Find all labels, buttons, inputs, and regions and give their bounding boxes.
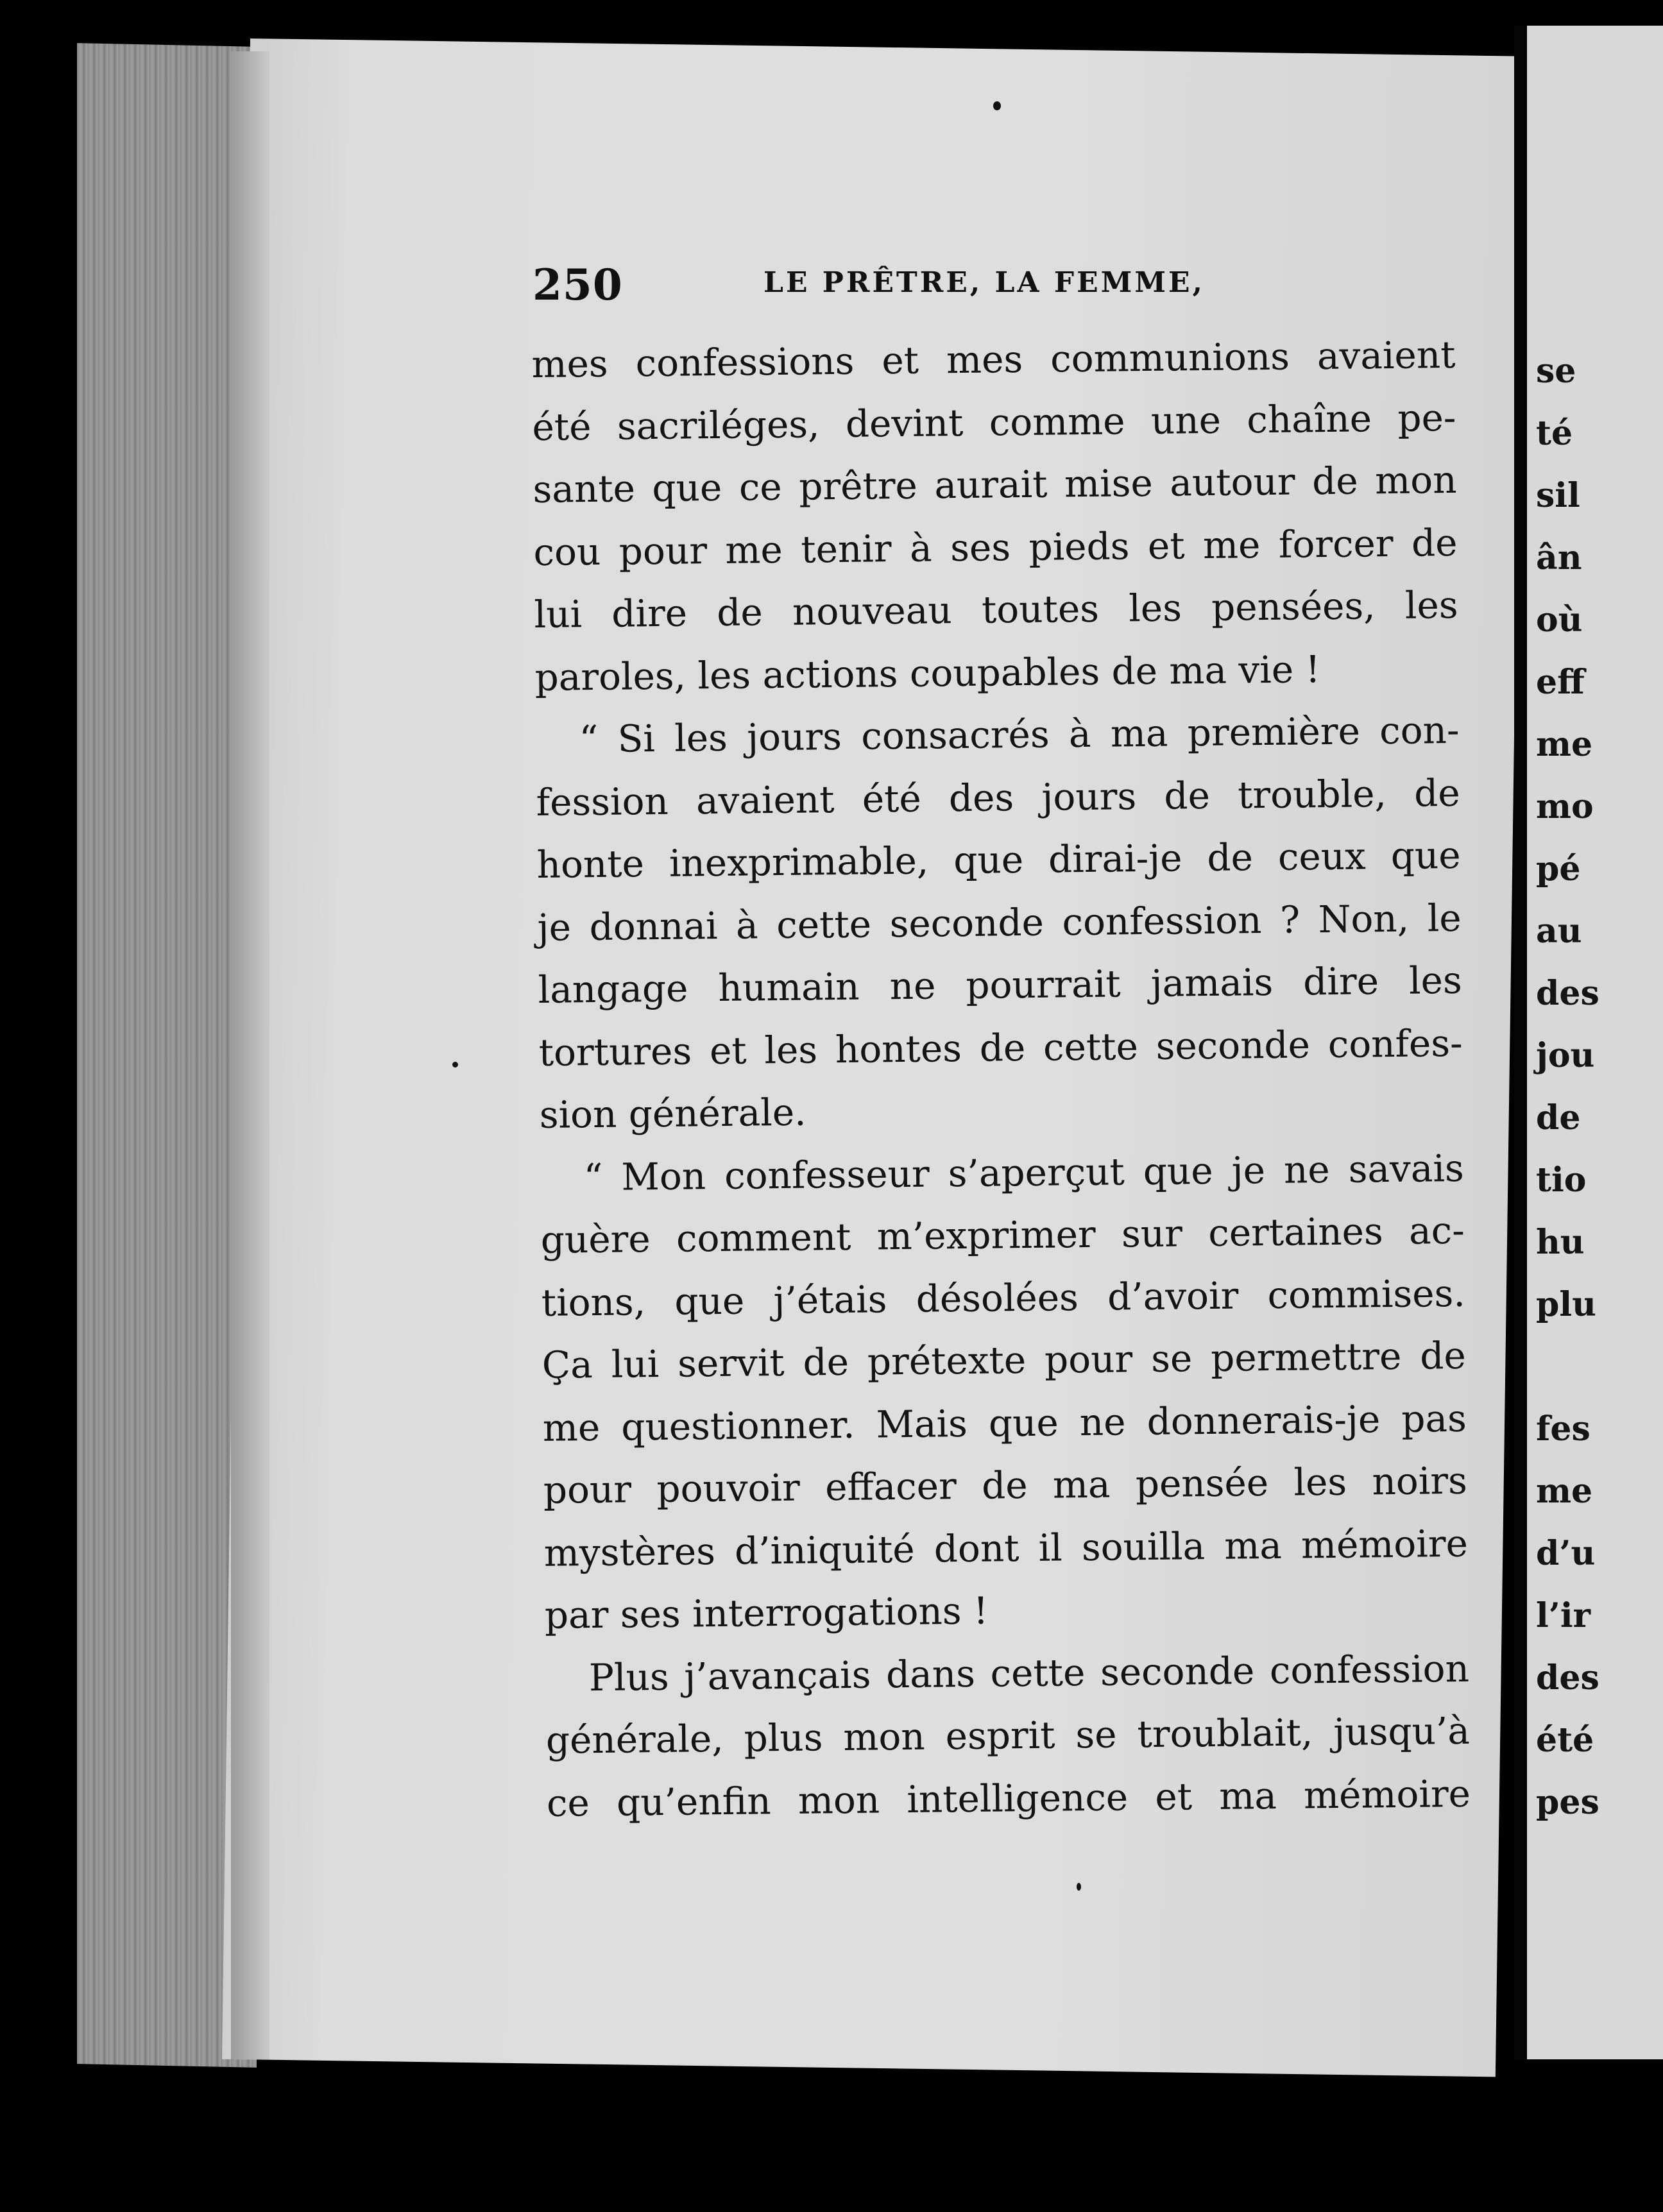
- text-line: lui dire de nouveau toutes les pensées, les: [534, 583, 1458, 636]
- facing-line: d’u: [1536, 1534, 1596, 1573]
- facing-line: tio: [1536, 1161, 1587, 1200]
- text-line: paroles, les actions coupables de ma vie !: [534, 647, 1321, 699]
- body-text: [531, 324, 1471, 1835]
- text-line: mes confessions et mes communions avaient: [531, 332, 1456, 386]
- text-line: tortures et les hontes de cette seconde confes-: [538, 1021, 1463, 1075]
- text-line: ce qu’enfin mon intelligence et ma mémoire: [546, 1771, 1471, 1825]
- facing-page: [1527, 26, 1663, 2059]
- text-line: me questionner. Mais que ne donnerais-je pas: [542, 1396, 1467, 1450]
- facing-line: se: [1536, 352, 1576, 391]
- page-header: [533, 260, 1213, 310]
- ink-speck: [1077, 1883, 1081, 1891]
- text-line: générale, plus mon esprit se troublait, jusqu’à: [545, 1708, 1471, 1762]
- facing-line: [1536, 1336, 1599, 1398]
- text-line: “ Si les jours consacrés à ma première con-: [579, 708, 1460, 761]
- facing-line: été: [1536, 1721, 1594, 1760]
- facing-line: fes: [1536, 1409, 1591, 1449]
- running-title: LE PRÊTRE, LA FEMME,: [763, 266, 1205, 299]
- page-edge-shadow: [231, 51, 269, 2059]
- page-number: 250: [533, 260, 623, 310]
- text-line: Plus j’avançais dans cette seconde confession: [588, 1646, 1470, 1699]
- facing-line: me: [1536, 725, 1593, 764]
- facing-line: pes: [1536, 1783, 1599, 1822]
- text-line: été sacriléges, devint comme une chaîne pe-: [532, 395, 1456, 449]
- ink-speck: [993, 101, 1001, 110]
- text-line: par ses interrogations !: [544, 1588, 989, 1637]
- facing-line: eff: [1536, 663, 1585, 702]
- facing-page-text: [1536, 340, 1599, 1833]
- facing-line: ân: [1536, 538, 1582, 577]
- facing-line: hu: [1536, 1223, 1585, 1262]
- text-line: mystères d’iniquité dont il souilla ma mémoire: [543, 1521, 1469, 1575]
- ink-speck: [452, 1062, 458, 1068]
- facing-line: plu: [1536, 1285, 1596, 1324]
- text-line: cou pour me tenir à ses pieds et me forcer de: [533, 520, 1458, 574]
- facing-line: des: [1536, 974, 1599, 1013]
- facing-line: pé: [1536, 849, 1581, 889]
- text-line: je donnai à cette seconde confession ? Non, le: [537, 896, 1462, 949]
- facing-line: au: [1536, 912, 1582, 951]
- text-line: fession avaient été des jours de trouble, de: [536, 770, 1460, 824]
- facing-line: des: [1536, 1658, 1599, 1697]
- facing-line: mo: [1536, 787, 1594, 826]
- facing-line: l’ir: [1536, 1596, 1591, 1635]
- text-line: langage humain ne pourrait jamais dire les: [538, 958, 1462, 1012]
- text-line: pour pouvoir effacer de ma pensée les noirs: [543, 1458, 1468, 1512]
- book-gutter: [1514, 26, 1526, 2059]
- facing-line: de: [1536, 1098, 1581, 1137]
- text-line: “ Mon confesseur s’aperçut que je ne savais: [583, 1146, 1465, 1199]
- text-line: sion générale.: [539, 1090, 806, 1137]
- facing-line: té: [1536, 414, 1573, 453]
- text-line: sante que ce prêtre aurait mise autour de mon: [533, 457, 1457, 511]
- text-line: tions, que j’étais désolées d’avoir commises.: [541, 1271, 1466, 1325]
- facing-line: me: [1536, 1472, 1593, 1511]
- text-line: Ça lui servit de prétexte pour se permettre de: [542, 1333, 1467, 1387]
- text-line: guère comment m’exprimer sur certaines ac-: [540, 1208, 1465, 1262]
- facing-line: jou: [1536, 1036, 1595, 1075]
- facing-line: où: [1536, 600, 1583, 640]
- text-line: honte inexprimable, que dirai-je de ceux que: [536, 833, 1461, 887]
- facing-line: sil: [1536, 476, 1580, 515]
